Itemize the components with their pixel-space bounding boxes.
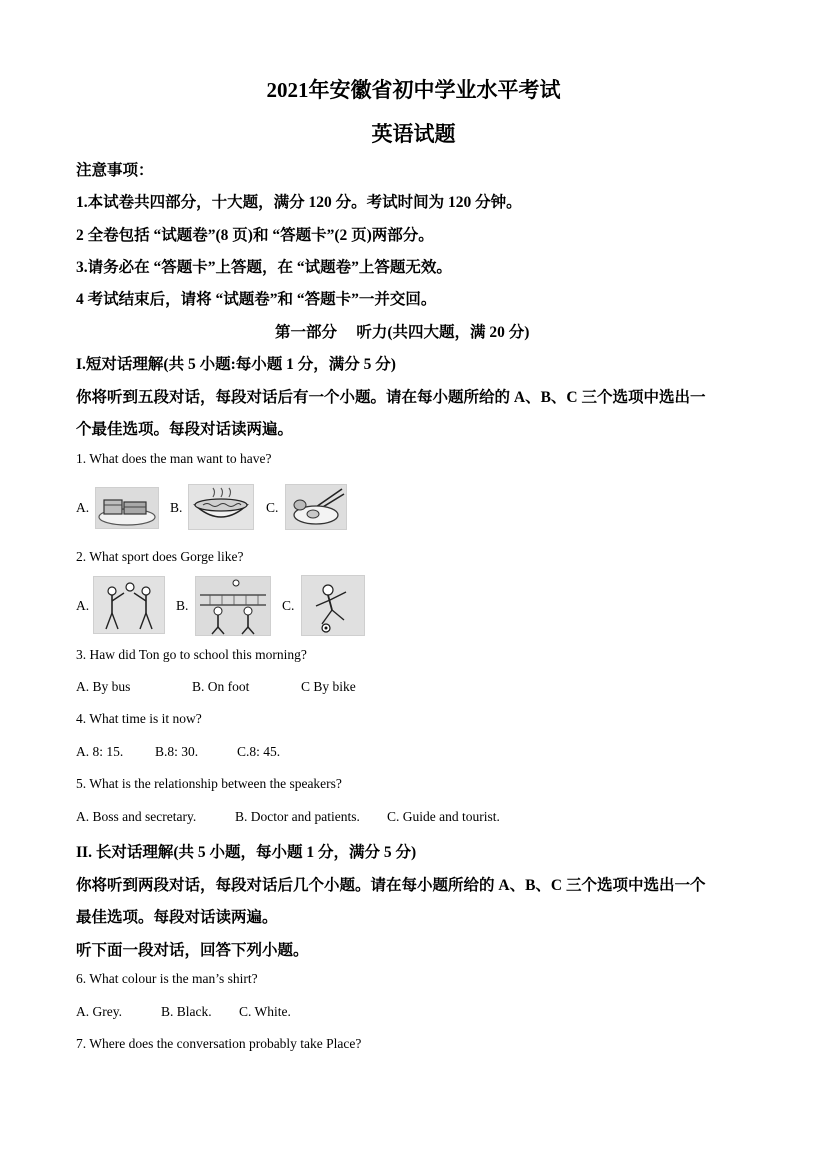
section1-instruction-line2: 个最佳选项。每段对话读两遍。 [76, 421, 294, 438]
question-6: 6. What colour is the man’s shirt? [76, 971, 258, 986]
football-picture-icon [301, 575, 365, 636]
q4-option-a: A. 8: 15. [76, 744, 124, 759]
cake-picture-icon [95, 487, 159, 529]
section2-instruction-line1: 你将听到两段对话，每段对话后几个小题。请在每小题所给的 A、B、C 三个选项中选出一个 [76, 877, 706, 894]
section1-heading: I.短对话理解(共 5 小题:每小题 1 分，满分 5 分) [76, 356, 396, 373]
dumplings-chopsticks-picture-icon [285, 484, 347, 530]
part1-heading: 第一部分 听力(共四大题，满 20 分) [275, 324, 530, 341]
exam-title: 2021年安徽省初中学业水平考试 [266, 78, 561, 102]
question-3: 3. Haw did Ton go to school this morning? [76, 647, 307, 662]
question-5: 5. What is the relationship between the speakers? [76, 776, 342, 791]
q1-label-a: A. [76, 500, 90, 515]
volleyball-picture-icon [195, 576, 271, 636]
section1-instruction-line1: 你将听到五段对话，每段对话后有一个小题。请在每小题所给的 A、B、C 三个选项中选出一 [76, 389, 706, 406]
listen-prompt: 听下面一段对话，回答下列小题。 [76, 942, 309, 959]
q6-option-b: B. Black. [161, 1004, 212, 1019]
q6-option-c: C. White. [239, 1004, 291, 1019]
q5-option-b: B. Doctor and patients. [235, 809, 360, 824]
question-7: 7. Where does the conversation probably take Place? [76, 1036, 362, 1051]
note-item-3: 3.请务必在 “答题卡”上答题，在 “试题卷”上答题无效。 [76, 259, 452, 276]
question-1: 1. What does the man want to have? [76, 451, 272, 466]
q3-option-a: A. By bus [76, 679, 131, 694]
note-item-1: 1.本试卷共四部分，十大题，满分 120 分。考试时间为 120 分钟。 [76, 194, 522, 211]
q2-label-c: C. [282, 598, 295, 613]
noodles-picture-icon [188, 484, 254, 530]
q1-label-c: C. [266, 500, 279, 515]
q2-label-b: B. [176, 598, 189, 613]
exam-subtitle: 英语试题 [371, 122, 456, 146]
question-4: 4. What time is it now? [76, 711, 202, 726]
q4-option-b: B.8: 30. [155, 744, 199, 759]
section2-instruction-line2: 最佳选项。每段对话读两遍。 [76, 909, 278, 926]
note-item-2: 2 全卷包括 “试题卷”(8 页)和 “答题卡”(2 页)两部分。 [76, 227, 434, 244]
q3-option-b: B. On foot [192, 679, 250, 694]
note-item-4: 4 考试结束后，请将 “试题卷”和 “答题卡”一并交回。 [76, 291, 437, 308]
basketball-picture-icon [93, 576, 165, 634]
q1-label-b: B. [170, 500, 183, 515]
q5-option-a: A. Boss and secretary. [76, 809, 197, 824]
notes-heading: 注意事项： [76, 162, 154, 179]
section2-heading: II. 长对话理解(共 5 小题，每小题 1 分，满分 5 分) [76, 844, 417, 861]
question-2: 2. What sport does Gorge like? [76, 549, 244, 564]
q5-option-c: C. Guide and tourist. [387, 809, 500, 824]
q3-option-c: C By bike [301, 679, 356, 694]
q2-label-a: A. [76, 598, 90, 613]
q6-option-a: A. Grey. [76, 1004, 122, 1019]
q4-option-c: C.8: 45. [237, 744, 281, 759]
